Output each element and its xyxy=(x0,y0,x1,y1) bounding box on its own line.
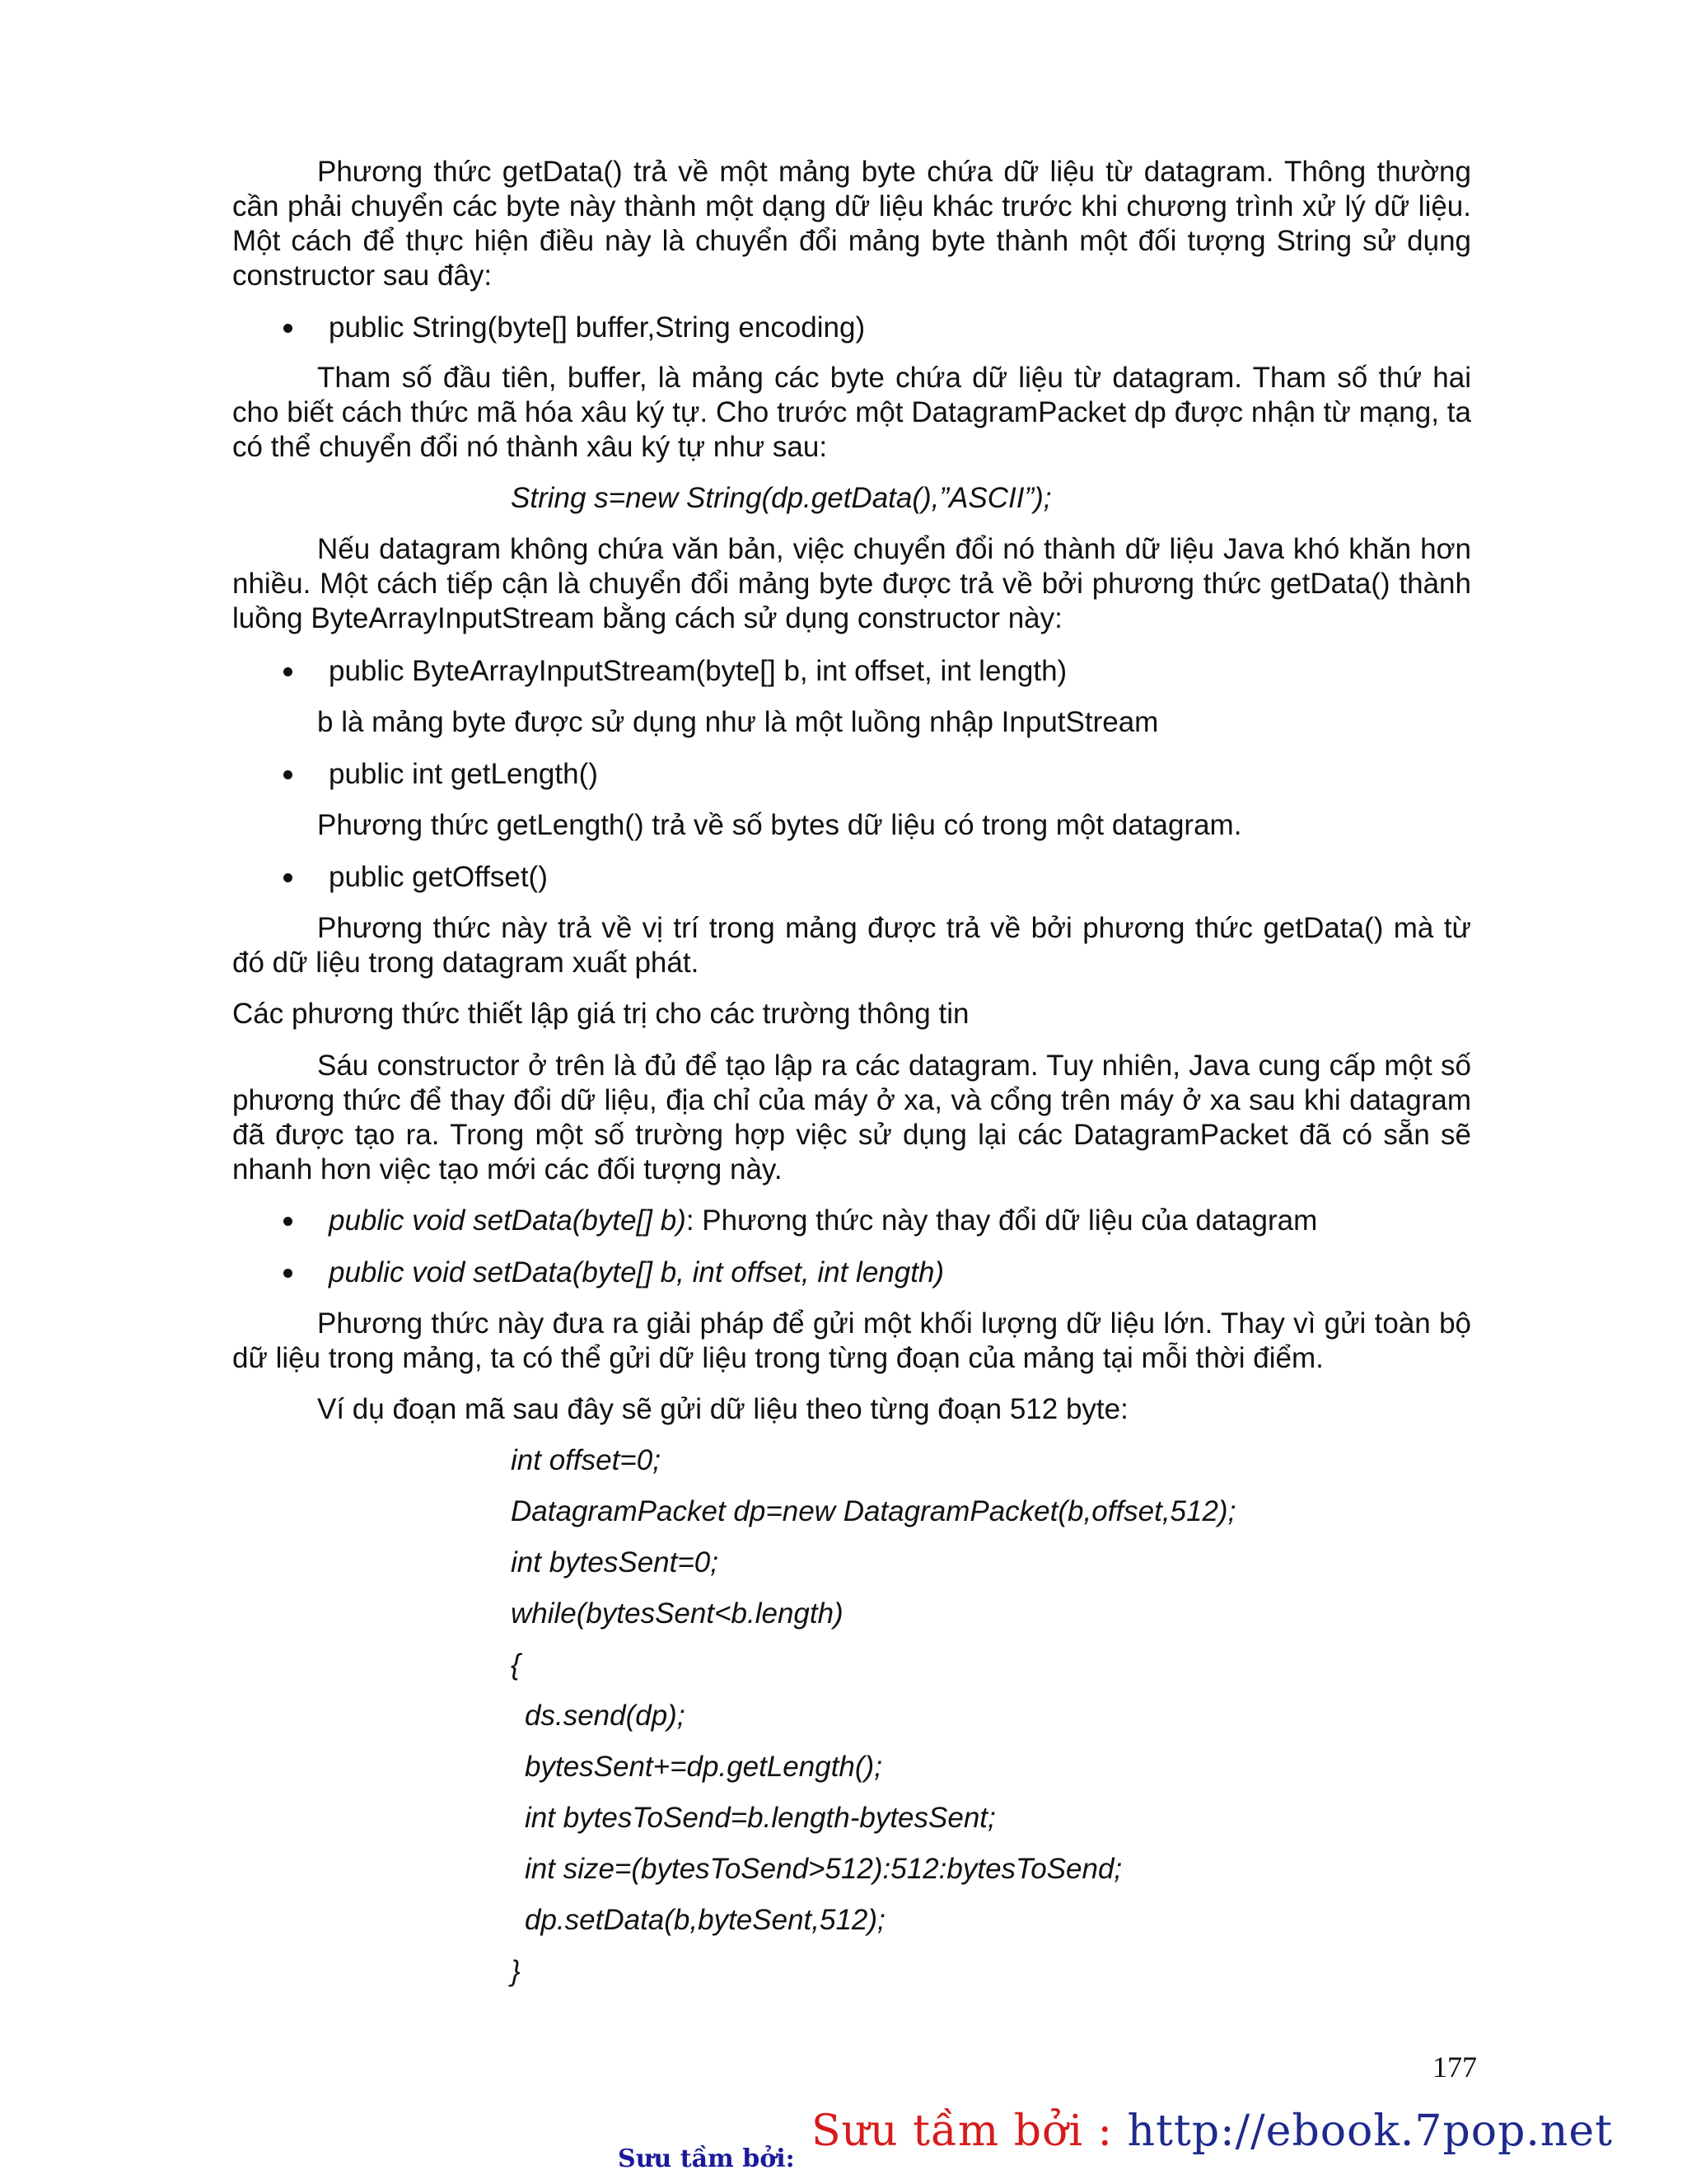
paragraph-getdata: Phương thức getData() trả về một mảng byte chứa dữ liệu từ datagram. Thông thường cần phải chuyển các byte này thành một dạng dữ liệu khác trước khi chương trình xử lý dữ liệu. Một cách để thực hiện điều này là chuyển đổi mảng byte thành một đối tượng String sử dụng constructor sau đây: xyxy=(232,156,1471,292)
code-line: bytesSent+=dp.getLength(); xyxy=(525,1751,882,1783)
section-heading: Các phương thức thiết lập giá trị cho các trường thông tin xyxy=(232,998,970,1030)
footer-source-label: Sưu tầm bởi: xyxy=(618,2144,795,2173)
code-string-example: String s=new String(dp.getData(),”ASCII”); xyxy=(511,482,1052,514)
setdata-signature: public void setData(byte[] b) xyxy=(329,1204,686,1237)
footer-banner xyxy=(811,2106,1613,2157)
bullet-icon xyxy=(283,1269,292,1278)
code-line: ds.send(dp); xyxy=(525,1700,685,1732)
paragraph-example-intro: Ví dụ đoạn mã sau đây sẽ gửi dữ liệu theo từng đoạn 512 byte: xyxy=(317,1393,1129,1425)
bullet-icon xyxy=(283,1217,292,1226)
paragraph-params: Tham số đầu tiên, buffer, là mảng các byte chứa dữ liệu từ datagram. Tham số thứ hai cho biết cách thức mã hóa xâu ký tự. Cho trước một DatagramPacket dp được nhận từ mạng, ta có thể chuyển đổi nó thành xâu ký tự như sau: xyxy=(232,362,1471,463)
bullet-getoffset: public getOffset() xyxy=(329,861,548,893)
paragraph-b-desc: b là mảng byte được sử dụng như là một luồng nhập InputStream xyxy=(317,706,1159,738)
setdata-desc: : Phương thức này thay đổi dữ liệu của datagram xyxy=(685,1204,1318,1237)
bullet-icon xyxy=(283,667,292,676)
paragraph-constructors: Sáu constructor ở trên là đủ để tạo lập ra các datagram. Tuy nhiên, Java cung cấp một số phương thức để thay đổi dữ liệu, địa chỉ của máy ở xa, và cổng trên máy ở xa sau khi datagram đã được tạo ra. Trong một số trường hợp việc sử dụng lại các DatagramPacket đã có sẵn sẽ nhanh hơn việc tạo mới các đối tượng này. xyxy=(232,1050,1471,1186)
bullet-icon xyxy=(283,324,292,333)
footer-banner-prefix: Sưu tầm bởi : xyxy=(811,2107,1128,2156)
code-line: int offset=0; xyxy=(511,1444,661,1476)
code-line: int bytesSent=0; xyxy=(511,1546,718,1578)
paragraph-large-data: Phương thức này đưa ra giải pháp để gửi một khối lượng dữ liệu lớn. Thay vì gửi toàn bộ dữ liệu trong mảng, ta có thể gửi dữ liệu trong từng đoạn của mảng tại mỗi thời điểm. xyxy=(232,1307,1471,1374)
paragraph-bytearray: Nếu datagram không chứa văn bản, việc chuyển đổi nó thành dữ liệu Java khó khăn hơn nhiều. Một cách tiếp cận là chuyển đổi mảng byte được trả về bởi phương thức getData() thành luồng ByteArrayInputStream bằng cách sử dụng constructor này: xyxy=(232,533,1471,634)
code-line: dp.setData(b,byteSent,512); xyxy=(525,1904,886,1936)
bullet-icon xyxy=(283,770,292,779)
bullet-getlength: public int getLength() xyxy=(329,758,598,790)
footer-banner-url[interactable]: http://ebook.7pop.net xyxy=(1127,2107,1614,2156)
paragraph-getlength-desc: Phương thức getLength() trả về số bytes dữ liệu có trong một datagram. xyxy=(317,809,1242,841)
code-line: { xyxy=(511,1649,521,1681)
code-line: int size=(bytesToSend>512):512:bytesToSend; xyxy=(525,1853,1123,1885)
code-line: } xyxy=(511,1955,521,1987)
code-line: while(bytesSent<b.length) xyxy=(511,1597,844,1630)
bullet-bytearray-constructor: public ByteArrayInputStream(byte[] b, int offset, int length) xyxy=(329,655,1068,687)
page-number: 177 xyxy=(1432,2051,1477,2083)
bullet-setdata xyxy=(329,1204,1317,1238)
bullet-icon xyxy=(283,873,292,882)
bullet-setdata-offset: public void setData(byte[] b, int offset, int length) xyxy=(329,1256,945,1288)
code-line: DatagramPacket dp=new DatagramPacket(b,offset,512); xyxy=(511,1495,1236,1527)
code-line: int bytesToSend=b.length-bytesSent; xyxy=(525,1802,996,1834)
paragraph-getoffset-desc: Phương thức này trả về vị trí trong mảng được trả về bởi phương thức getData() mà từ đó dữ liệu trong datagram xuất phát. xyxy=(232,912,1471,979)
bullet-string-constructor: public String(byte[] buffer,String encoding) xyxy=(329,311,866,344)
